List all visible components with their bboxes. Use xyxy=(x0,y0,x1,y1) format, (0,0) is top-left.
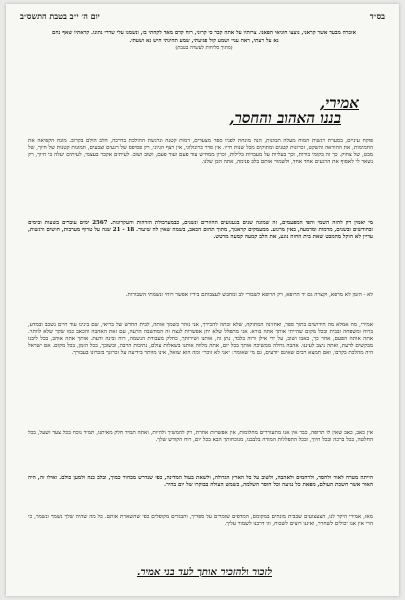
epigraph xyxy=(51,30,357,53)
body-paragraph: הייתה מטרה לאור ולחסד, ולרחמים ולאהבה, ולשוב על כל הארץ הגדולה, ולשאת בעול המדינה, כפי שנדרש מבחור כמוך, ובלב כנה ולמען כולם. ואילו זה, היה האור אשר חשכת העולם, מפאת כל נגיעה וכל חוסר השלמה, כשמש העולה בבוקרו של יום בהיר. xyxy=(28,474,373,488)
epigraph-source: (מתוך סליחות לעשרה בטבת) xyxy=(175,45,233,52)
body-paragraph: מי יאמין רק להזה השמי והפי המפעמים, זה שמונה שנים בגעגועים החוזרים ונשנים, כבמערבולת הזדהות והעקרונות. 2567 ימים עוברים בשעות ובימים ובחודשים ובשנים, מדמות ומדמעה, באין מרגוע. ממעמקים קראנוך, מתוך תהום הכאב, בשמה שאין לה שיעור. 18 - 21 שנה על טרוף מערבות, חושים ורגשות, עדיין לא הוקל מהמבט שאת בית החזה נוגע, את הלב קמעה קמעה מרטש. xyxy=(28,219,373,240)
epigraph-text: אזכרה מבעד אשר קראני, נועצו חוניאי הפאני. צרותיו על אתה קבר כי קרוני, רוח קדם מאד לקחתי בו, ונשמנו עלי שדרי נתונו. קראתיו שאף נחם נא על רעתי, ראה עניי ושמע קול פגיעתי, שמע תחינתי חיש נא ושעתי. xyxy=(52,30,356,44)
salutation-line-1: אמירי, xyxy=(320,94,359,112)
body-paragraph: פוקח עיניים, בסערת רגשות המוח מעלה תמונות, הנה מונחת לפניו ספר מצעדים, דמות קטנה ונרגשת ההולכת בדרכה, הלב הולם בקרוב. מונח הקפיאה את החמימות, את ההוראה והשקט, זכרונות קטנים ומתוקים מכל שנות חייו. אין סדר כרונולוגי, אין רצף הגיוני, רק פסיפס של רגעים וצבעים, תמונות קטנות של חיוך, של מבט, של צחוק. כך זה בקומי בורות, וכך בעליות על מעברות בלילות, זכרון ממחיש עוד פעם ועוד פעם, ושוב ושוב. לעיתים אקבר בעצמי, לעיתים יעלה בי חיוך, רק נשאר לי לאסוף את הרגעים אחד אחד, ולשמור אותם בלב פנימה, אתה הבן שלנו. xyxy=(28,137,373,165)
body-paragraph: מאז, אמירי היקר לנו, הצעצועים שבבית מונחים במקומם, המדפים שומרים על ספריך, והבגדים מקופלים כפי שהשארת אותם. כל מה שהיה שלך נשמר ונשמר, כי הרי אין אנו יכולים לשחרר, ואיננו רוצים לשכוח, וזו דרכנו לשמור עליך. xyxy=(28,513,373,527)
body-paragraph: אמירי, מה אמלא מה חידושים בתוך ספר, ואחזינה המתוקה, שלא זכתה להכירך, אני נזהר בשמך אותה, לבית החדש של בריאי, שם בינינו עוד חיים נשכב ובמדע, ברוח ומשפחה ובבית ובכל מקום שהייתי אותך אתה בורא. אני מתפלל שלא יתן אפשרות לנצח זה המחשבה הרעה, עם זאת האהבה והכאב כמו שקר שלא לוותר. אתה אותה הפעם, אחר כך, באבו ושוב, על ידי אילן ורוה בלבד, נתן זה, אותנו ושירותך, כחלק מעבודת הנשמה, רוח ובינה ודעת. אותך אתה אוהב, בכל ליבנו מבקשים לדעת, ואתה ניצב לעיננו. אהבה גדולה ממשיכה אותך בכל יום, אתה מלווה אותנו בשאלות עולם, נתיבות הרבה, ובשובך, בכל הזמן, בכל מקום. אם ישראל היה מהלכת בקרבו, ואם תמצא רבים שאינם יודעים, גם מי שאומר: ״אני לא זוכר״ ומה הוא שואל, אינו מוותר בידיעה על זכרונך בזכרונו בעבורך. xyxy=(28,321,373,356)
bsd-mark: בס״ד xyxy=(369,11,385,21)
letter-header xyxy=(20,11,385,25)
memorial-letter-page xyxy=(6,4,399,596)
letter-salutation xyxy=(229,96,359,126)
body-paragraph: לא - הזמן לא מרפא, וקצרה גם יד הרופא, רק הרופא לשבורי לב ומחבש לעצבותם בידיו אפשר רוחי ונשמתי השבורות. xyxy=(125,291,373,298)
body-paragraph: אין כאב, כאב שאין לו תרופה, כבר אין אנו מתעוררים מחלומות, אין אפשרות אחרת, רק להמשיך ולהיות, ואתה תמיד חלק מאיתנו, תמיד נוכח בכל צעד ושעל, בכל החלטה, בכל ברכה ובכל חיוך, ובכל התפללות המודה בלבבנו, מנוכחותך הבא בכל יום, רוח הקודש שלך. xyxy=(28,429,373,443)
closing-line: לזכור ולהזכיר אותך לעד בני אמיר. xyxy=(137,567,272,578)
salutation-line-2: בננו האהוב והחסר, xyxy=(229,109,341,127)
hebrew-date: יום ה׳ י״ב בטבת התשס״ב xyxy=(20,11,100,21)
